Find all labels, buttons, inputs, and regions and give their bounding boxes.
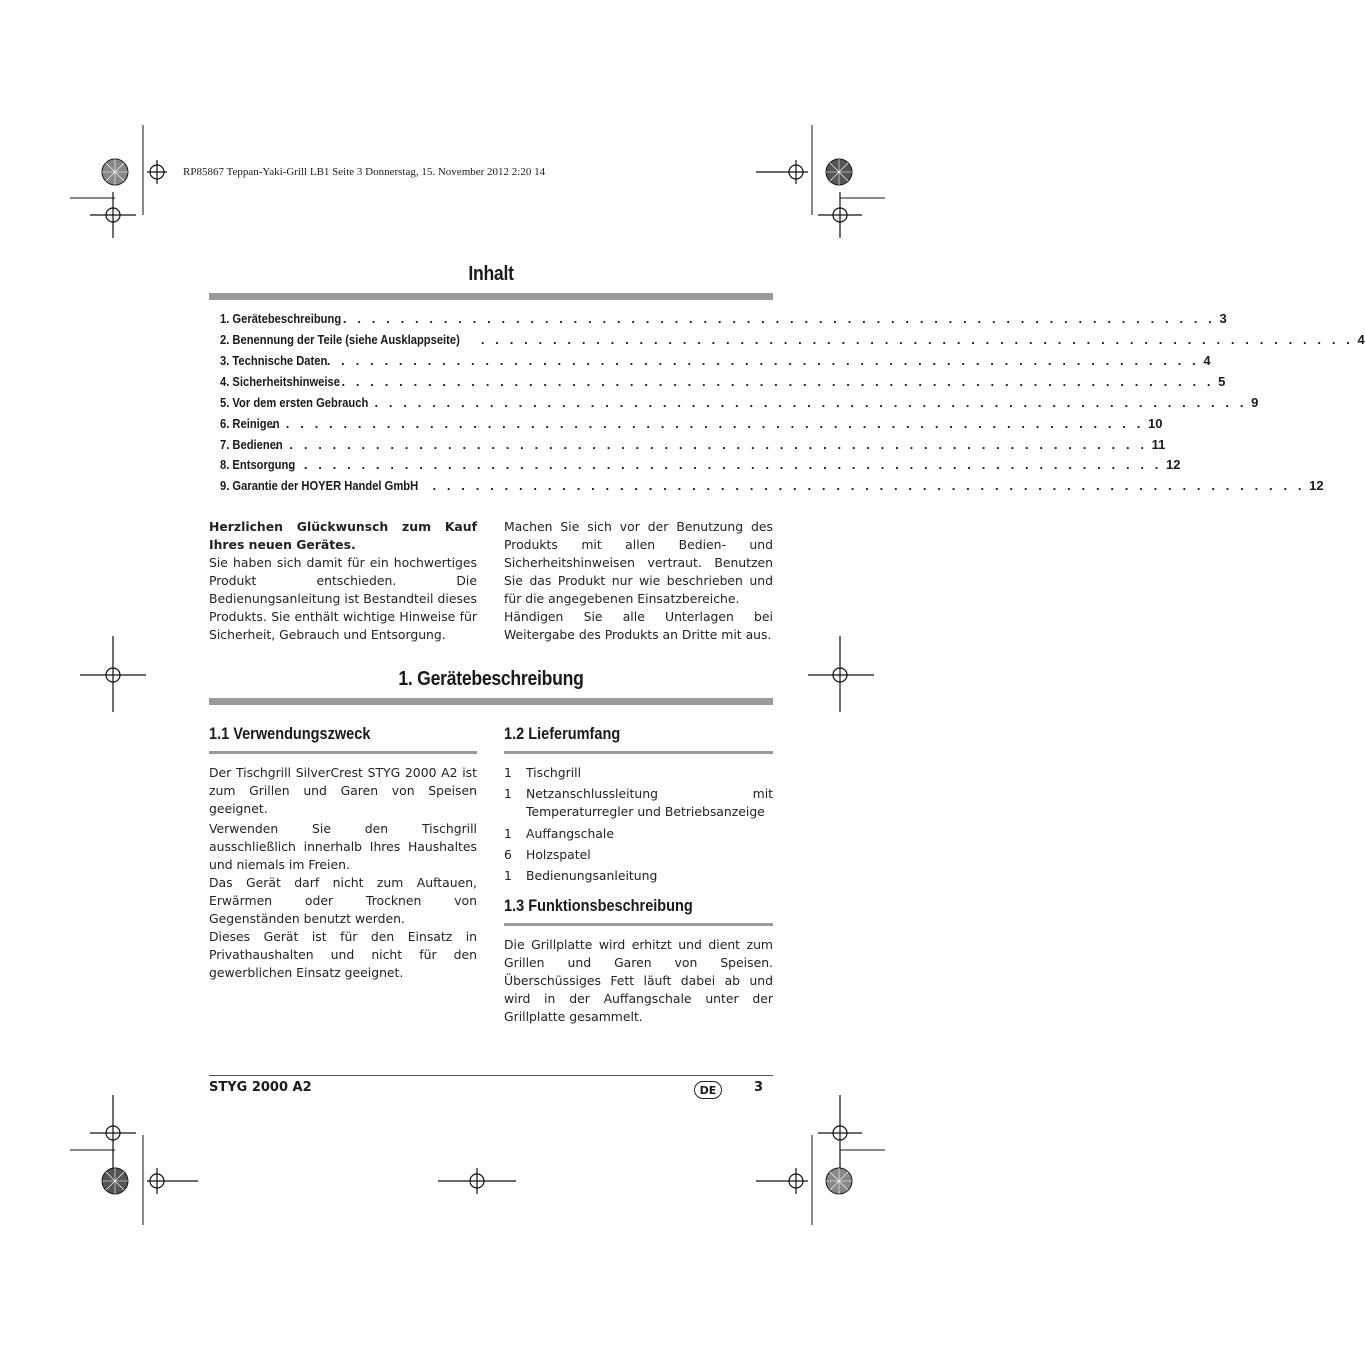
toc-item[interactable]	[220, 311, 1227, 331]
toc-item-label: 3. Technische Daten	[220, 353, 328, 368]
toc-item-page: 12	[1166, 457, 1181, 472]
paragraph: Verwenden Sie den Tischgrill ausschließlich innerhalb Ihres Haushaltes und niemals im Freien.	[209, 821, 477, 872]
language-badge: DE	[694, 1081, 722, 1099]
toc-item[interactable]	[220, 374, 1226, 394]
toc-title-bar	[209, 293, 773, 300]
toc-leader-dots: . . . . . . . . . . . . . . . . . . . . . . . . . . . . . . . . . . . . . . . . . . . . . . . . . . . . . . . . . . . . .	[271, 416, 1144, 431]
toc-item-page: 9	[1251, 395, 1259, 410]
toc-item-label: 1. Gerätebeschreibung	[220, 311, 342, 326]
intro-left-column	[209, 518, 477, 644]
subsection-heading-1-3: 1.3 Funktionsbeschreibung	[504, 897, 693, 915]
subsection-1-1-body	[209, 764, 477, 982]
toc-item-page: 4	[1357, 332, 1365, 347]
toc-item[interactable]	[220, 437, 1166, 457]
paragraph: Das Gerät darf nicht zum Auftauen, Erwärmen oder Trocknen von Gegenständen benutzt werden.	[209, 875, 477, 926]
subsection-heading-1-2: 1.2 Lieferumfang	[504, 725, 621, 743]
subsection-1-3-body: Die Grillplatte wird erhitzt und dient zum Grillen und Garen von Speisen. Überschüssiges Fett läuft dabei ab und wird in der Auffangschale unter der Grillplatte gesammelt.	[504, 937, 773, 1024]
toc-leader-dots: . . . . . . . . . . . . . . . . . . . . . . . . . . . . . . . . . . . . . . . . . . . . . . . . . . . . . . . . . . . . .	[326, 353, 1200, 368]
toc-item[interactable]	[220, 416, 1163, 436]
toc-leader-dots: . . . . . . . . . . . . . . . . . . . . . . . . . . . . . . . . . . . . . . . . . . . . . . . . . . . . . . . . . . . . .	[374, 395, 1248, 410]
section-title-bar	[209, 698, 773, 705]
list-item-text: Tischgrill	[526, 765, 582, 780]
toc-item[interactable]	[220, 395, 1259, 415]
toc-leader-dots: . . . . . . . . . . . . . . . . . . . . . . . . . . . . . . . . . . . . . . . . . . . . . . . . . . . . . . . . . . . . .	[432, 478, 1306, 493]
intro-right-p2: Händigen Sie alle Unterlagen bei Weitergabe des Produkts an Dritte mit aus.	[504, 609, 773, 642]
intro-right-p1: Machen Sie sich vor der Benutzung des Produkts mit allen Bedien- und Sicherheitshinweisen vertraut. Benutzen Sie das Produkt nur wie beschrieben und für die angegebenen Einsatzbereiche.	[504, 519, 773, 606]
list-item-text: Netzanschlussleitung mit Temperaturregler und Betriebsanzeige	[526, 786, 773, 819]
toc-item-label: 6. Reinigen	[220, 416, 280, 431]
toc-item-page: 3	[1219, 311, 1227, 326]
page-number: 3	[754, 1080, 764, 1095]
subsection-heading-1-1: 1.1 Verwendungszweck	[209, 725, 371, 743]
toc-leader-dots: . . . . . . . . . . . . . . . . . . . . . . . . . . . . . . . . . . . . . . . . . . . . . . . . . . . . . . . . . . . . .	[480, 332, 1354, 347]
footer-model: STYG 2000 A2	[209, 1080, 312, 1095]
list-item-qty: 1	[504, 765, 512, 780]
list-item-qty: 1	[504, 868, 512, 883]
footer-rule	[209, 1075, 773, 1076]
list-item-qty: 6	[504, 847, 512, 862]
toc-item-page: 5	[1218, 374, 1226, 389]
list-item-qty: 1	[504, 786, 512, 801]
subsection-rule	[504, 751, 773, 754]
paragraph: Der Tischgrill SilverCrest STYG 2000 A2 ist zum Grillen und Garen von Speisen geeignet.	[209, 765, 477, 816]
toc-item-page: 11	[1151, 437, 1166, 452]
intro-right-column	[504, 518, 773, 644]
toc-leader-dots: . . . . . . . . . . . . . . . . . . . . . . . . . . . . . . . . . . . . . . . . . . . . . . . . . . . . . . . . . . . . .	[274, 437, 1148, 452]
toc-leader-dots: . . . . . . . . . . . . . . . . . . . . . . . . . . . . . . . . . . . . . . . . . . . . . . . . . . . . . . . . . . . . .	[289, 457, 1163, 472]
toc-item-page: 10	[1148, 416, 1163, 431]
intro-headline: Herzlichen Glückwunsch zum Kauf Ihres neuen Gerätes.	[209, 519, 477, 552]
intro-left-text: Sie haben sich damit für ein hochwertiges Produkt entschieden. Die Bedienungsanleitung ist Bestandteil dieses Produkts. Sie enthält wichtige Hinweise für Sicherheit, Gebrauch und Entsorgung.	[209, 555, 477, 642]
toc-item[interactable]	[220, 353, 1211, 373]
toc-item-label: 2. Benennung der Teile (siehe Ausklappseite)	[220, 332, 460, 347]
paragraph: Dieses Gerät ist für den Einsatz in Privathaushalten und nicht für den gewerblichen Einsatz geeignet.	[209, 929, 477, 980]
toc-item-page: 4	[1203, 353, 1211, 368]
subsection-rule	[504, 923, 773, 926]
toc-leader-dots: . . . . . . . . . . . . . . . . . . . . . . . . . . . . . . . . . . . . . . . . . . . . . . . . . . . . . . . . . . . . .	[341, 374, 1215, 389]
list-item-text: Holzspatel	[526, 847, 591, 862]
toc-item-label: 7. Bedienen	[220, 437, 283, 452]
toc-leader-dots: . . . . . . . . . . . . . . . . . . . . . . . . . . . . . . . . . . . . . . . . . . . . . . . . . . . . . . . . . . . . .	[342, 311, 1216, 326]
toc-item-label: 5. Vor dem ersten Gebrauch	[220, 395, 369, 410]
subsection-rule	[209, 751, 477, 754]
toc-title: Inhalt	[468, 263, 514, 285]
toc-item-page: 12	[1309, 478, 1324, 493]
print-header: RP85867 Teppan-Yaki-Grill LB1 Seite 3 Donnerstag, 15. November 2012 2:20 14	[183, 166, 546, 178]
section-title: 1. Gerätebeschreibung	[398, 668, 584, 690]
list-item-text: Bedienungsanleitung	[526, 868, 658, 883]
toc-item-label: 9. Garantie der HOYER Handel GmbH	[220, 478, 419, 493]
toc-item[interactable]	[220, 457, 1181, 477]
list-item-qty: 1	[504, 826, 512, 841]
toc-item-label: 4. Sicherheitshinweise	[220, 374, 340, 389]
toc-item[interactable]	[220, 332, 1365, 352]
toc-item-label: 8. Entsorgung	[220, 457, 296, 472]
list-item-text: Auffangschale	[526, 826, 614, 841]
toc-item[interactable]	[220, 478, 1324, 498]
